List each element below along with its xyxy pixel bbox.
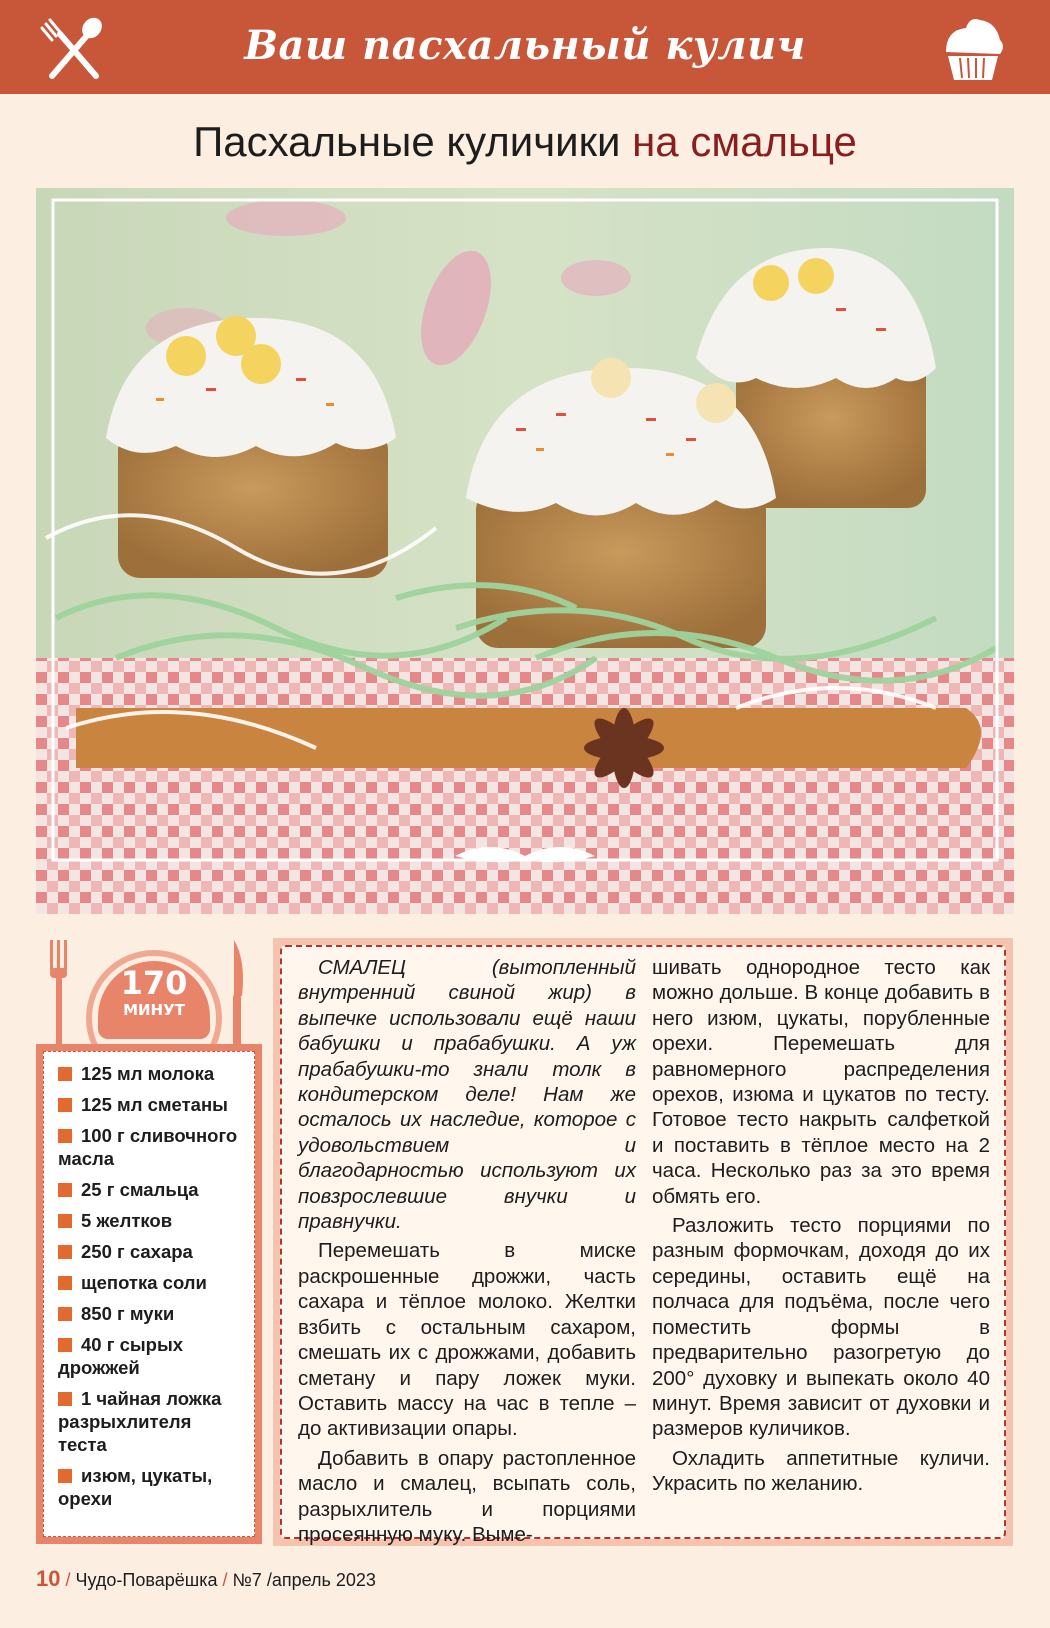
bullet-square-icon	[58, 1183, 72, 1197]
cupcake-icon	[936, 12, 1010, 86]
ingredient-text: 850 г муки	[81, 1303, 175, 1324]
ingredient-text: изюм, цукаты, орехи	[58, 1465, 213, 1509]
step-paragraph: шивать однородное тесто как можно дольше. В конце добавить в него изюм, цукаты, порубленные орехи. Перемешать для равномерного распределения орехов, изюма и цукатов по тесту. Готовое тесто накрыть салфеткой и поставить в тёплое место на 2 часа. Несколько раз за это время обмять его.	[652, 956, 990, 1208]
step-paragraph: Разложить тесто порциями по разным формочкам, доходя до их середины, оставить ещё на полчаса для подъёма, после чего поместить формы в предварительно разогретую до 200° духовку и выпекать около 40 минут. Время зависит от духовки и размеров куличиков.	[652, 1214, 990, 1441]
step-paragraph: Перемешать в миске раскрошенные дрожжи, часть сахара и тёплое молоко. Желтки взбить с остальным сахаром, смешать их с дрожжами, добавить сметану и пару ложек муки. Оставить массу на час в тепле – до активизации опары.	[298, 1239, 636, 1441]
ingredient-text: 250 г сахара	[81, 1241, 193, 1262]
step-paragraph: Добавить в опару растопленное масло и смалец, всыпать соль, разрыхлитель и порциями просеянную муку. Выме-	[298, 1446, 636, 1546]
ingredient-item	[58, 1178, 244, 1201]
article-title-main: Пасхальные куличики	[193, 118, 633, 165]
ingredient-item	[58, 1387, 244, 1456]
bullet-square-icon	[58, 1392, 72, 1406]
ingredient-item	[58, 1464, 244, 1510]
bullet-square-icon	[58, 1067, 72, 1081]
ingredient-item	[58, 1062, 244, 1085]
bullet-square-icon	[58, 1307, 72, 1321]
recipe-text-panel	[273, 938, 1013, 1546]
step-paragraph: Охладить аппетитные куличи. Украсить по желанию.	[652, 1446, 990, 1496]
intro-paragraph: СМАЛЕЦ (вытопленный внутренний свиной жир) в выпечке использовали ещё наши бабушки и прабабушки. А уж прабабушки-то знали толк в кондитерском деле! Нам же осталось их наследие, которое с удовольствием и благодарностью используют их повзрослевшие внучки и правнучки.	[298, 956, 636, 1234]
article-title	[0, 118, 1050, 166]
ingredient-text: 40 г сырых дрожжей	[58, 1334, 184, 1378]
issue-info: №7 /апрель 2023	[232, 1570, 376, 1590]
ingredients-list	[58, 1062, 244, 1510]
ingredient-item	[58, 1093, 244, 1116]
cooking-time-value: 170	[120, 964, 188, 1002]
ingredient-text: 125 мл молока	[81, 1063, 215, 1084]
bullet-square-icon	[58, 1129, 72, 1143]
bullet-square-icon	[58, 1098, 72, 1112]
ingredients-panel	[36, 1044, 262, 1544]
page-footer	[36, 1566, 376, 1592]
ingredient-text: щепотка соли	[81, 1272, 207, 1293]
ingredient-item	[58, 1209, 244, 1232]
recipe-text-box	[280, 945, 1006, 1546]
text-column-right	[652, 955, 990, 1533]
ingredient-item	[58, 1240, 244, 1263]
text-column-left	[298, 955, 636, 1546]
separator: /	[222, 1570, 228, 1590]
separator: /	[65, 1570, 71, 1590]
magazine-name: Чудо-Поварёшка	[75, 1570, 218, 1590]
bullet-square-icon	[58, 1276, 72, 1290]
ingredient-text: 100 г сливочного масла	[58, 1125, 238, 1169]
ingredient-item	[58, 1124, 244, 1170]
ingredient-text: 125 мл сметаны	[81, 1094, 228, 1115]
ingredient-text: 25 г смальца	[81, 1179, 199, 1200]
page-number: 10	[36, 1566, 61, 1591]
cooking-time-unit: МИНУТ	[123, 1001, 185, 1019]
kulich-photo	[36, 188, 1014, 914]
section-title: Ваш пасхальный кулич	[244, 22, 806, 69]
section-header	[0, 0, 1050, 94]
knife-icon	[228, 940, 246, 1050]
ingredient-item	[58, 1302, 244, 1325]
ingredient-item	[58, 1271, 244, 1294]
ingredient-text: 1 чайная ложка разрыхлителя теста	[58, 1388, 222, 1455]
ingredient-text: 5 желтков	[81, 1210, 173, 1231]
bullet-square-icon	[58, 1214, 72, 1228]
bullet-square-icon	[58, 1338, 72, 1352]
article-title-accent: на смальце	[632, 118, 857, 165]
bullet-square-icon	[58, 1245, 72, 1259]
bullet-square-icon	[58, 1469, 72, 1483]
ingredient-item	[58, 1333, 244, 1379]
ingredients-box	[43, 1051, 255, 1537]
fork-icon	[48, 940, 70, 1050]
cooking-time-badge	[98, 961, 210, 1039]
